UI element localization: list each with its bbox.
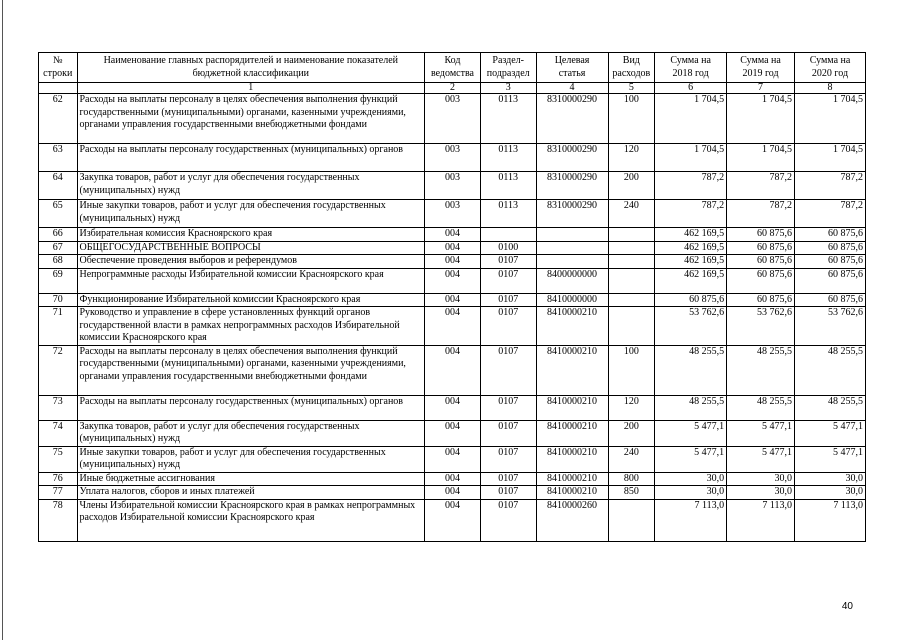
row-kind: 240: [608, 446, 655, 472]
table-row: [39, 486, 866, 500]
row-dept-code: 004: [425, 255, 481, 269]
row-kind: [608, 241, 655, 255]
row-kind: [608, 255, 655, 269]
row-sum-2018: 5 477,1: [655, 420, 727, 446]
row-dept-code: 004: [425, 293, 481, 307]
header-target: Целевая статья: [536, 53, 608, 83]
table-row: [39, 446, 866, 472]
row-sum-2020: 53 762,6: [794, 307, 865, 346]
row-number: 70: [39, 293, 78, 307]
row-sum-2018: 30,0: [655, 486, 727, 500]
row-kind: 100: [608, 345, 655, 395]
row-sum-2020: 60 875,6: [794, 228, 865, 242]
row-section: 0113: [480, 144, 536, 172]
row-kind: 850: [608, 486, 655, 500]
row-sum-2019: 53 762,6: [727, 307, 795, 346]
row-number: 71: [39, 307, 78, 346]
row-name: Расходы на выплаты персоналу в целях обеспечения выполнения функций государственными (муниципальными) органами, казенными учреждениями, органами управления государственными внебюджетными фондами: [77, 94, 425, 144]
row-sum-2019: 30,0: [727, 486, 795, 500]
row-dept-code: 004: [425, 499, 481, 541]
row-section: 0113: [480, 200, 536, 228]
row-name: Функционирование Избирательной комиссии Красноярского края: [77, 293, 425, 307]
row-sum-2020: 60 875,6: [794, 268, 865, 293]
row-number: 68: [39, 255, 78, 269]
row-sum-2018: 5 477,1: [655, 446, 727, 472]
header-sum-2020: Сумма на 2020 год: [794, 53, 865, 83]
row-section: 0107: [480, 268, 536, 293]
row-target: [536, 255, 608, 269]
row-section: 0100: [480, 241, 536, 255]
row-sum-2019: 787,2: [727, 172, 795, 200]
row-sum-2019: 48 255,5: [727, 345, 795, 395]
row-name: Непрограммные расходы Избирательной комиссии Красноярского края: [77, 268, 425, 293]
table-row: [39, 345, 866, 395]
row-target: 8410000210: [536, 486, 608, 500]
header-kind: Вид расходов: [608, 53, 655, 83]
row-sum-2018: 30,0: [655, 472, 727, 486]
row-dept-code: 004: [425, 241, 481, 255]
header-sum-2019: Сумма на 2019 год: [727, 53, 795, 83]
row-dept-code: 004: [425, 486, 481, 500]
row-number: 77: [39, 486, 78, 500]
row-kind: 800: [608, 472, 655, 486]
row-dept-code: 003: [425, 144, 481, 172]
row-sum-2018: 53 762,6: [655, 307, 727, 346]
row-sum-2020: 48 255,5: [794, 345, 865, 395]
row-target: 8410000210: [536, 345, 608, 395]
row-target: 8310000290: [536, 172, 608, 200]
row-section: 0107: [480, 255, 536, 269]
row-dept-code: 003: [425, 200, 481, 228]
row-kind: 240: [608, 200, 655, 228]
row-kind: [608, 293, 655, 307]
row-section: 0107: [480, 307, 536, 346]
column-number: 1: [77, 83, 425, 94]
header-dept-code: Код ведомства: [425, 53, 481, 83]
row-name: Члены Избирательной комиссии Красноярского края в рамках непрограммных расходов Избирательной комиссии Красноярского края: [77, 499, 425, 541]
row-sum-2019: 1 704,5: [727, 144, 795, 172]
table-row: [39, 420, 866, 446]
row-section: 0107: [480, 420, 536, 446]
row-target: 8310000290: [536, 200, 608, 228]
row-target: [536, 241, 608, 255]
header-name: Наименование главных распорядителей и наименование показателей бюджетной классификации: [77, 53, 425, 83]
row-sum-2019: 787,2: [727, 200, 795, 228]
table-row: [39, 307, 866, 346]
row-section: 0107: [480, 486, 536, 500]
row-sum-2018: 462 169,5: [655, 228, 727, 242]
row-name: Закупка товаров, работ и услуг для обеспечения государственных (муниципальных) нужд: [77, 420, 425, 446]
table-row: [39, 395, 866, 420]
row-sum-2020: 30,0: [794, 472, 865, 486]
row-sum-2018: 60 875,6: [655, 293, 727, 307]
row-target: 8310000290: [536, 144, 608, 172]
row-sum-2020: 1 704,5: [794, 94, 865, 144]
row-name: Иные закупки товаров, работ и услуг для обеспечения государственных (муниципальных) нужд: [77, 446, 425, 472]
column-number: 6: [655, 83, 727, 94]
row-number: 67: [39, 241, 78, 255]
table-row: [39, 241, 866, 255]
row-target: 8410000000: [536, 293, 608, 307]
row-number: 66: [39, 228, 78, 242]
row-sum-2020: 1 704,5: [794, 144, 865, 172]
row-kind: 200: [608, 420, 655, 446]
row-number: 76: [39, 472, 78, 486]
column-number: 7: [727, 83, 795, 94]
table-body: [39, 94, 866, 542]
row-sum-2018: 1 704,5: [655, 144, 727, 172]
row-target: 8410000210: [536, 472, 608, 486]
row-name: Закупка товаров, работ и услуг для обеспечения государственных (муниципальных) нужд: [77, 172, 425, 200]
row-section: 0107: [480, 472, 536, 486]
row-target: 8310000290: [536, 94, 608, 144]
row-section: 0107: [480, 499, 536, 541]
table-header: [39, 53, 866, 94]
row-sum-2020: 5 477,1: [794, 446, 865, 472]
column-number: 8: [794, 83, 865, 94]
row-kind: 120: [608, 144, 655, 172]
header-section: Раздел- подраздел: [480, 53, 536, 83]
column-number-row: [39, 83, 866, 94]
row-target: 8410000210: [536, 395, 608, 420]
row-sum-2019: 60 875,6: [727, 255, 795, 269]
row-sum-2018: 1 704,5: [655, 94, 727, 144]
row-number: 69: [39, 268, 78, 293]
row-kind: [608, 499, 655, 541]
row-sum-2018: 48 255,5: [655, 345, 727, 395]
row-section: 0107: [480, 446, 536, 472]
column-number: 4: [536, 83, 608, 94]
budget-table: [38, 52, 866, 542]
row-section: 0113: [480, 94, 536, 144]
table-row: [39, 472, 866, 486]
row-kind: [608, 307, 655, 346]
row-dept-code: 004: [425, 307, 481, 346]
table-row: [39, 499, 866, 541]
row-kind: [608, 228, 655, 242]
table-row: [39, 228, 866, 242]
row-number: 78: [39, 499, 78, 541]
row-kind: [608, 268, 655, 293]
row-section: 0113: [480, 172, 536, 200]
page-edge-line: [2, 0, 3, 640]
row-section: 0107: [480, 395, 536, 420]
row-sum-2019: 1 704,5: [727, 94, 795, 144]
row-name: Расходы на выплаты персоналу государственных (муниципальных) органов: [77, 144, 425, 172]
row-name: Обеспечение проведения выборов и референдумов: [77, 255, 425, 269]
table-row: [39, 94, 866, 144]
row-number: 75: [39, 446, 78, 472]
row-sum-2020: 787,2: [794, 200, 865, 228]
row-section: [480, 228, 536, 242]
row-sum-2018: 7 113,0: [655, 499, 727, 541]
row-sum-2018: 462 169,5: [655, 255, 727, 269]
row-target: 8410000210: [536, 420, 608, 446]
row-dept-code: 004: [425, 345, 481, 395]
row-dept-code: 003: [425, 94, 481, 144]
row-sum-2019: 60 875,6: [727, 228, 795, 242]
row-number: 72: [39, 345, 78, 395]
row-number: 65: [39, 200, 78, 228]
table-row: [39, 293, 866, 307]
row-sum-2020: 60 875,6: [794, 255, 865, 269]
row-dept-code: 003: [425, 172, 481, 200]
column-number: 3: [480, 83, 536, 94]
row-sum-2018: 462 169,5: [655, 241, 727, 255]
row-target: 8410000210: [536, 446, 608, 472]
column-number: 2: [425, 83, 481, 94]
column-number: 5: [608, 83, 655, 94]
row-sum-2018: 462 169,5: [655, 268, 727, 293]
row-kind: 200: [608, 172, 655, 200]
table-row: [39, 255, 866, 269]
row-target: [536, 228, 608, 242]
row-dept-code: 004: [425, 472, 481, 486]
row-kind: 100: [608, 94, 655, 144]
row-dept-code: 004: [425, 395, 481, 420]
row-number: 74: [39, 420, 78, 446]
row-name: Иные закупки товаров, работ и услуг для обеспечения государственных (муниципальных) нужд: [77, 200, 425, 228]
row-target: 8400000000: [536, 268, 608, 293]
row-dept-code: 004: [425, 268, 481, 293]
row-sum-2019: 60 875,6: [727, 241, 795, 255]
row-sum-2019: 48 255,5: [727, 395, 795, 420]
row-target: 8410000260: [536, 499, 608, 541]
column-number: [39, 83, 78, 94]
row-name: Руководство и управление в сфере установленных функций органов государственной власти в рамках непрограммных расходов Избирательной комиссии Красноярского края: [77, 307, 425, 346]
header-row-no: № строки: [39, 53, 78, 83]
row-number: 64: [39, 172, 78, 200]
table-row: [39, 172, 866, 200]
table-row: [39, 200, 866, 228]
row-section: 0107: [480, 345, 536, 395]
row-sum-2019: 7 113,0: [727, 499, 795, 541]
row-number: 63: [39, 144, 78, 172]
row-sum-2020: 7 113,0: [794, 499, 865, 541]
row-sum-2020: 60 875,6: [794, 241, 865, 255]
row-sum-2018: 787,2: [655, 200, 727, 228]
row-name: Расходы на выплаты персоналу государственных (муниципальных) органов: [77, 395, 425, 420]
row-sum-2020: 787,2: [794, 172, 865, 200]
row-dept-code: 004: [425, 228, 481, 242]
row-name: Расходы на выплаты персоналу в целях обеспечения выполнения функций государственными (муниципальными) органами, казенными учреждениями, органами управления государственными внебюджетными фондами: [77, 345, 425, 395]
row-dept-code: 004: [425, 420, 481, 446]
header-sum-2018: Сумма на 2018 год: [655, 53, 727, 83]
row-sum-2018: 787,2: [655, 172, 727, 200]
row-kind: 120: [608, 395, 655, 420]
row-number: 73: [39, 395, 78, 420]
row-sum-2019: 5 477,1: [727, 446, 795, 472]
row-sum-2020: 60 875,6: [794, 293, 865, 307]
row-name: ОБЩЕГОСУДАРСТВЕННЫЕ ВОПРОСЫ: [77, 241, 425, 255]
row-sum-2019: 60 875,6: [727, 268, 795, 293]
row-sum-2020: 5 477,1: [794, 420, 865, 446]
row-number: 62: [39, 94, 78, 144]
row-dept-code: 004: [425, 446, 481, 472]
row-sum-2019: 30,0: [727, 472, 795, 486]
page-number: 40: [841, 601, 853, 612]
table-row: [39, 268, 866, 293]
row-sum-2018: 48 255,5: [655, 395, 727, 420]
row-name: Избирательная комиссия Красноярского края: [77, 228, 425, 242]
row-sum-2020: 48 255,5: [794, 395, 865, 420]
row-section: 0107: [480, 293, 536, 307]
row-sum-2019: 5 477,1: [727, 420, 795, 446]
table-row: [39, 144, 866, 172]
row-sum-2019: 60 875,6: [727, 293, 795, 307]
row-name: Уплата налогов, сборов и иных платежей: [77, 486, 425, 500]
row-target: 8410000210: [536, 307, 608, 346]
row-name: Иные бюджетные ассигнования: [77, 472, 425, 486]
row-sum-2020: 30,0: [794, 486, 865, 500]
